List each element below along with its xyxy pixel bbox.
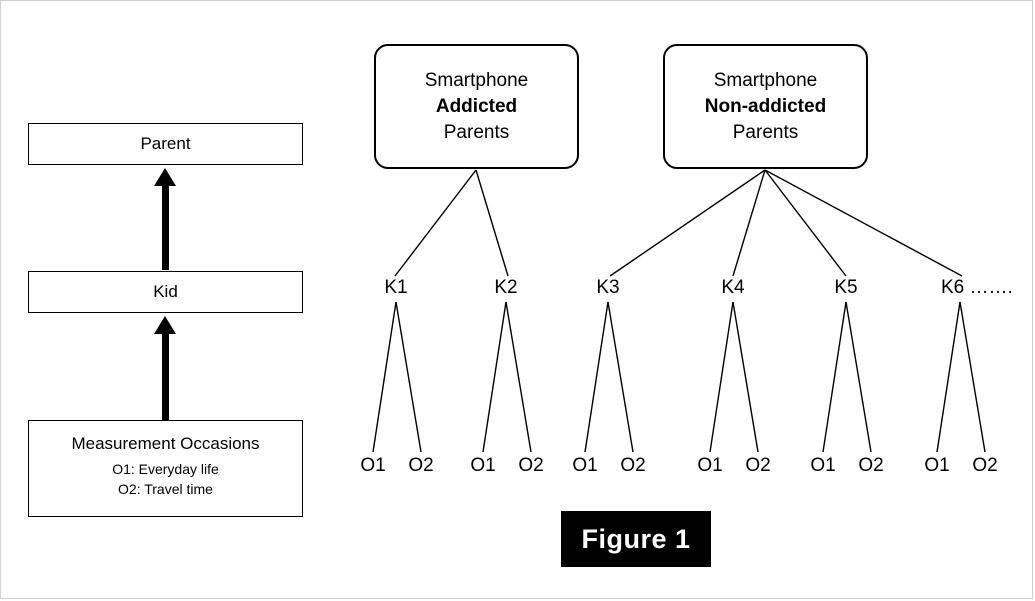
figure-caption: Figure 1 xyxy=(561,511,711,567)
group-nonaddicted-line1: Smartphone xyxy=(713,69,818,91)
occasion-k1-o2: O2 xyxy=(408,455,434,476)
level-box-parent xyxy=(28,123,303,165)
kid-node-k4: K4 xyxy=(721,277,745,298)
group-nonaddicted-line2: Non-addicted xyxy=(704,95,827,117)
level-box-kid-label: Kid xyxy=(153,282,178,301)
occasion-o2-description: O2: Travel time xyxy=(118,481,213,497)
group-addicted-line3: Parents xyxy=(443,121,510,143)
arrow-head-occasions-to-kid xyxy=(154,316,176,334)
arrow-shaft-occasions-to-kid xyxy=(162,333,169,420)
group-addicted-line2: Addicted xyxy=(435,95,518,117)
occasion-k2-o2: O2 xyxy=(518,455,544,476)
level-box-measurement-label: Measurement Occasions xyxy=(71,434,260,453)
occasion-k1-o1: O1 xyxy=(360,455,386,476)
occasion-k3-o2: O2 xyxy=(620,455,646,476)
occasion-k3-o1: O1 xyxy=(572,455,598,476)
occasion-k2-o1: O1 xyxy=(470,455,496,476)
occasion-k4-o1: O1 xyxy=(697,455,723,476)
group-nonaddicted-line3: Parents xyxy=(732,121,799,143)
level-box-parent-label: Parent xyxy=(140,134,191,153)
arrow-head-kid-to-parent xyxy=(154,168,176,186)
arrow-shaft-kid-to-parent xyxy=(162,185,169,270)
occasion-o1-description: O1: Everyday life xyxy=(112,461,219,477)
occasion-k5-o2: O2 xyxy=(858,455,884,476)
group-box-addicted-parents xyxy=(374,44,579,169)
group-box-non-addicted-parents xyxy=(663,44,868,169)
group-addicted-line1: Smartphone xyxy=(424,69,529,91)
occasion-k6-o2: O2 xyxy=(972,455,998,476)
kid-node-k5: K5 xyxy=(834,277,858,298)
kid-node-k6: K6 ……. xyxy=(941,277,1013,298)
level-box-kid xyxy=(28,271,303,313)
occasion-k5-o1: O1 xyxy=(810,455,836,476)
occasion-k4-o2: O2 xyxy=(745,455,771,476)
occasion-k6-o1: O1 xyxy=(924,455,950,476)
kid-node-k3: K3 xyxy=(596,277,620,298)
kid-node-k2: K2 xyxy=(494,277,518,298)
kid-node-k1: K1 xyxy=(384,277,408,298)
level-box-measurement-occasions xyxy=(28,420,303,517)
